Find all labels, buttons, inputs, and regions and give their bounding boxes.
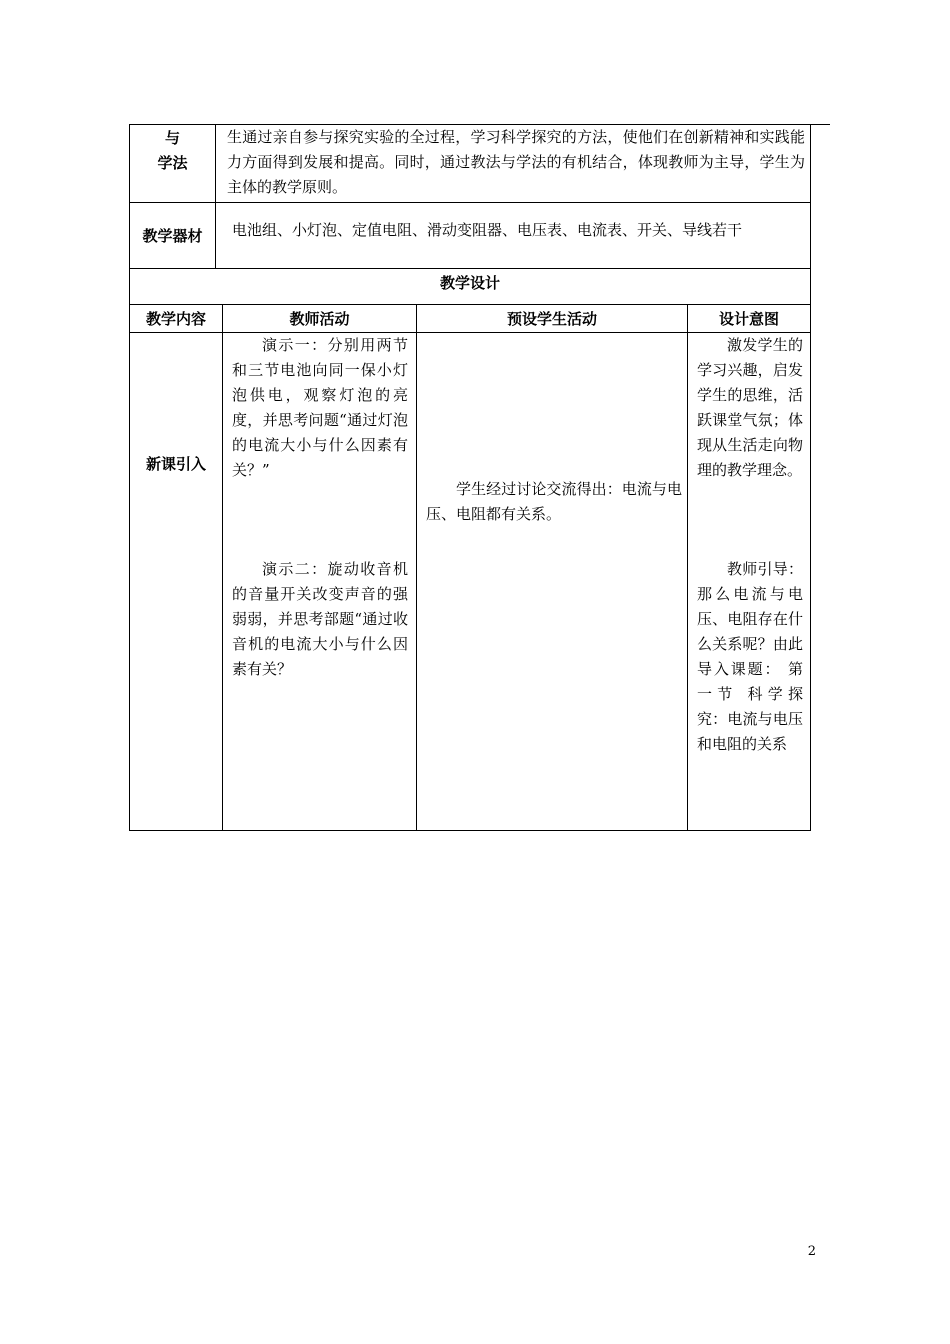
header-intent: 设计意图: [718, 310, 779, 328]
design-title: 教学设计: [439, 274, 500, 292]
content-label: 新课引入: [145, 455, 206, 473]
page-number: 2: [807, 1244, 816, 1259]
teacher-demo-1: 演示一：分别用两节和三节电池向同一保小灯泡供电，观察灯泡的亮度，并思考问题“通过灯泡的电流大小与什么因素有关？”: [232, 336, 408, 479]
header-student: 预设学生活动: [506, 310, 597, 328]
teacher-demo-2: 演示二：旋动收音机的音量开关改变声音的强弱弱，并思考部题“通过收音机的电流大小与什么因素有关？: [232, 560, 408, 678]
header-content: 教学内容: [145, 310, 206, 328]
student-activity: 学生经过讨论交流得出：电流与电压、电阻都有关系。: [426, 480, 682, 523]
equipment-label: 教学器材: [142, 227, 203, 245]
method-text: 生通过亲自参与探究实验的全过程，学习科学探究的方法，使他们在创新精神和实践能力方面得到发展和提高。同时，通过教法与学法的有机结合，体现教师为主导，学生为主体的教学原则。: [227, 128, 805, 196]
table-bottom-border: [129, 830, 811, 831]
method-label-line2: 学法: [157, 154, 188, 172]
intent-1: 激发学生的学习兴趣，启发学生的思维，活跃课堂气氛；体现从生活走向物理的教学理念。: [697, 336, 803, 479]
table-top-border-extension: [811, 124, 830, 125]
intent-2: 教师引导：那么电流与电压、电阻存在什么关系呢？由此导入课题： 第一节 科学探究：电流与电压和电阻的关系: [697, 560, 803, 753]
equipment-text: 电池组、小灯泡、定值电阻、滑动变阻器、电压表、电流表、开关、导线若干: [232, 221, 743, 239]
col-divider: [222, 304, 223, 831]
method-label: [130, 126, 215, 176]
method-label-line1: 与: [164, 129, 180, 147]
col-divider-top: [215, 124, 216, 268]
col-divider: [687, 304, 688, 831]
header-teacher: 教师活动: [289, 310, 350, 328]
col-divider: [416, 304, 417, 831]
row-divider: [129, 202, 811, 203]
table-right-border: [810, 124, 811, 831]
